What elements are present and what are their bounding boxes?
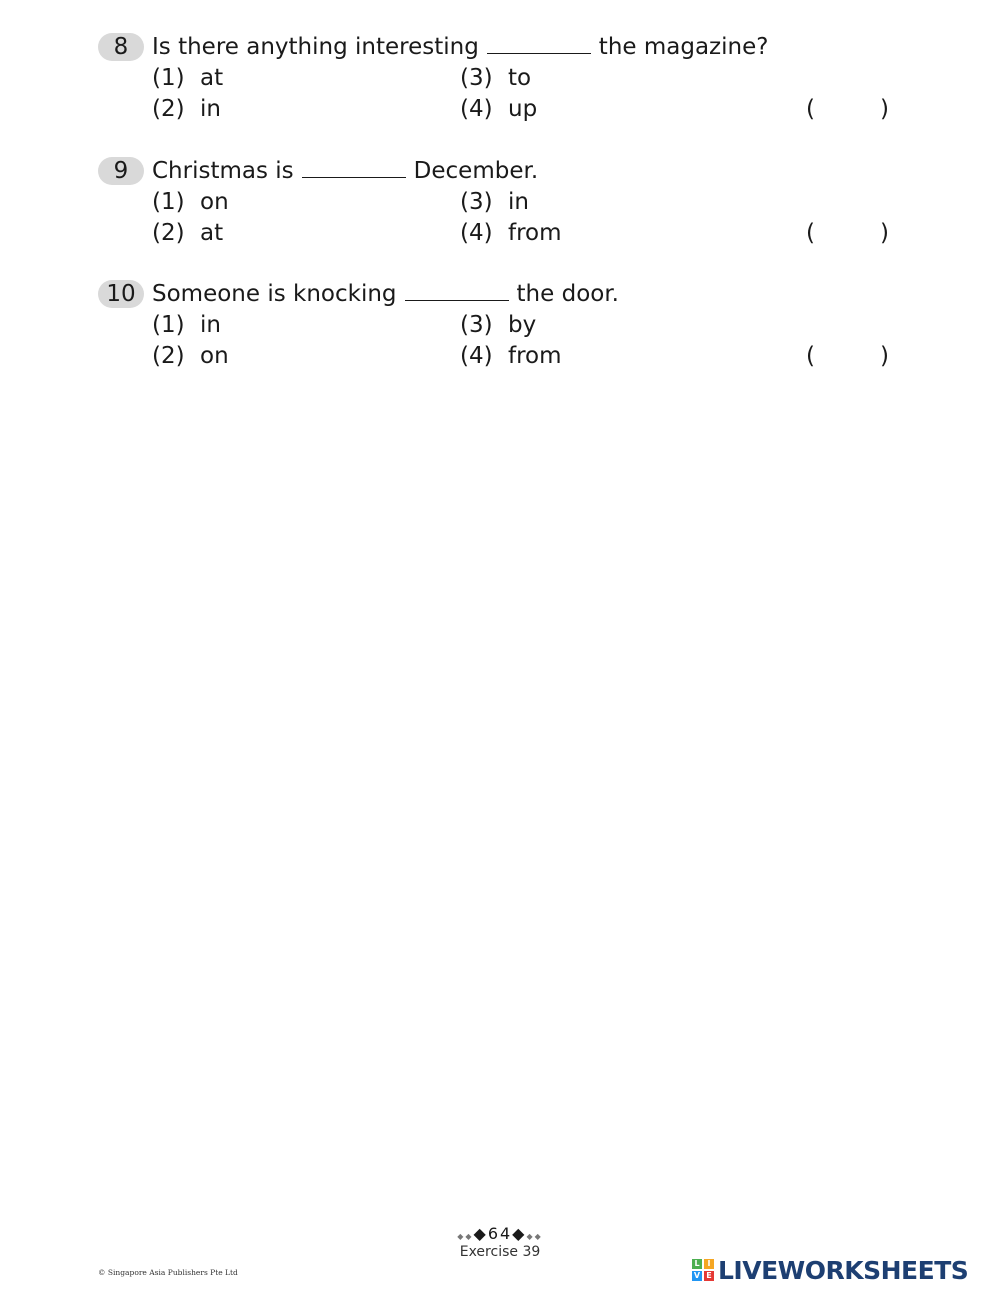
option-text: at	[200, 220, 224, 246]
option-2[interactable]	[152, 219, 223, 247]
option-3[interactable]	[460, 188, 529, 216]
option-number: (3)	[460, 189, 493, 215]
stem-before: Christmas is	[152, 158, 294, 184]
answer-blank[interactable]	[487, 35, 591, 54]
answer-blank[interactable]	[405, 282, 509, 301]
logo-letter: V	[693, 1271, 701, 1280]
page-number-text: 64	[487, 1224, 513, 1243]
option-number: (2)	[152, 220, 185, 246]
option-text: from	[508, 343, 562, 369]
stem-before: Is there anything interesting	[152, 34, 479, 60]
option-number: (2)	[152, 96, 185, 122]
option-4[interactable]	[460, 219, 562, 247]
copyright-notice: © Singapore Asia Publishers Pte Ltd	[98, 1268, 238, 1277]
logo-text: LIVEWORKSHEETS	[718, 1255, 969, 1285]
question-stem	[152, 157, 538, 185]
option-1[interactable]	[152, 188, 229, 216]
option-2[interactable]	[152, 95, 221, 123]
stem-after: December.	[413, 158, 539, 184]
answer-paren-open[interactable]: (	[806, 220, 815, 246]
option-3[interactable]	[460, 64, 531, 92]
option-number: (1)	[152, 312, 185, 338]
option-number: (3)	[460, 312, 493, 338]
option-text: up	[508, 96, 538, 122]
answer-paren-open[interactable]: (	[806, 96, 815, 122]
diamond-decoration-icon: ◆◆	[457, 1232, 474, 1241]
option-number: (4)	[460, 96, 493, 122]
option-text: by	[508, 312, 537, 338]
logo-letter: E	[704, 1271, 714, 1281]
logo-grid-icon	[692, 1259, 714, 1281]
option-number: (1)	[152, 65, 185, 91]
option-text: at	[200, 65, 224, 91]
stem-after: the door.	[516, 281, 619, 307]
option-number: (4)	[460, 343, 493, 369]
answer-paren-close[interactable]: )	[880, 220, 889, 246]
option-text: in	[508, 189, 529, 215]
page-number: ◆◆◆64◆◆◆	[457, 1224, 543, 1243]
question-number-badge: 10	[98, 280, 144, 308]
answer-paren-open[interactable]: (	[806, 343, 815, 369]
diamond-decoration-icon: ◆◆	[526, 1232, 543, 1241]
option-text: from	[508, 220, 562, 246]
option-text: in	[200, 96, 221, 122]
option-4[interactable]	[460, 342, 562, 370]
option-number: (4)	[460, 220, 493, 246]
option-1[interactable]	[152, 64, 223, 92]
logo-letter: L	[692, 1259, 702, 1269]
question-stem	[152, 280, 619, 308]
option-text: on	[200, 343, 229, 369]
logo-letter: I	[704, 1259, 714, 1269]
stem-before: Someone is knocking	[152, 281, 397, 307]
stem-after: the magazine?	[598, 34, 769, 60]
liveworksheets-logo	[692, 1256, 968, 1284]
option-text: in	[200, 312, 221, 338]
option-number: (1)	[152, 189, 185, 215]
option-3[interactable]	[460, 311, 536, 339]
option-number: (2)	[152, 343, 185, 369]
question-number-badge: 9	[98, 157, 144, 185]
option-text: to	[508, 65, 532, 91]
question-stem	[152, 33, 768, 61]
option-1[interactable]	[152, 311, 221, 339]
option-4[interactable]	[460, 95, 537, 123]
answer-blank[interactable]	[302, 159, 406, 178]
answer-paren-close[interactable]: )	[880, 96, 889, 122]
option-number: (3)	[460, 65, 493, 91]
question-number-badge: 8	[98, 33, 144, 61]
option-text: on	[200, 189, 229, 215]
answer-paren-close[interactable]: )	[880, 343, 889, 369]
exercise-label: Exercise 39	[459, 1244, 541, 1260]
option-2[interactable]	[152, 342, 229, 370]
